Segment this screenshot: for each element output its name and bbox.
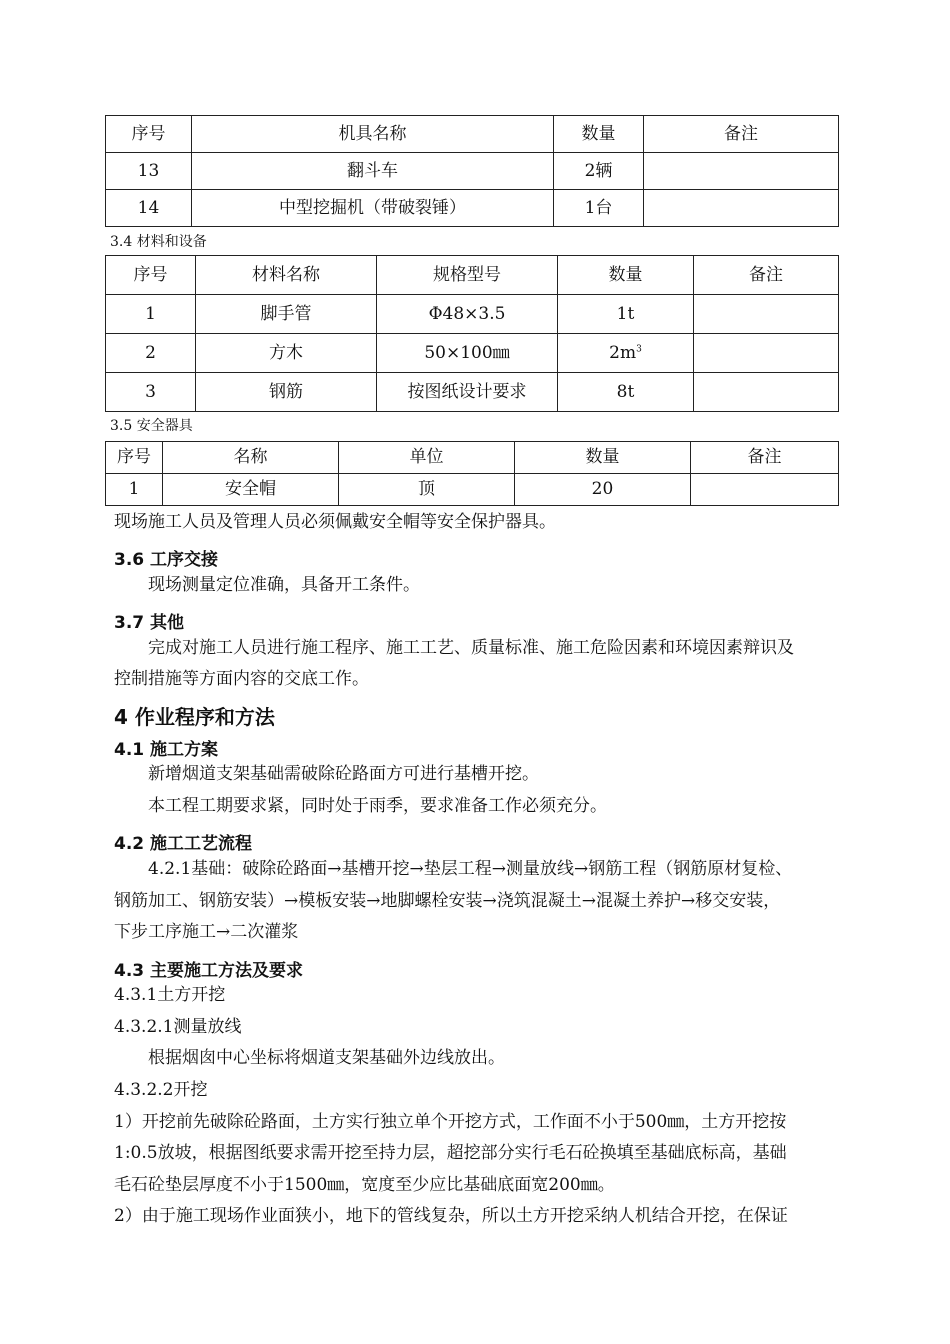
safety-table — [105, 441, 839, 506]
section-3-5-caption: 3.5 安全器具 — [110, 418, 193, 434]
table-cell: 按图纸设计要求 — [377, 373, 558, 412]
header-cell: 序号 — [106, 116, 192, 153]
table-cell: 14 — [106, 190, 192, 227]
header-cell: 名称 — [163, 442, 339, 474]
paragraph-4-2-line1: 4.2.1基础：破除砼路面→基槽开挖→垫层工程→测量放线→钢筋工程（钢筋原材复检、 — [148, 859, 793, 879]
section-3-4-caption: 3.4 材料和设备 — [110, 234, 207, 250]
table-header-row — [106, 442, 839, 474]
table-cell: 1 — [106, 295, 196, 334]
header-cell: 备注 — [644, 116, 839, 153]
table-cell — [558, 334, 694, 373]
table-cell: 顶 — [339, 474, 515, 506]
table-cell: 脚手管 — [196, 295, 377, 334]
table-cell: 方木 — [196, 334, 377, 373]
header-cell: 数量 — [515, 442, 691, 474]
subheading-4-3-2-2: 4.3.2.2开挖 — [114, 1080, 208, 1100]
table-cell: 1t — [558, 295, 694, 334]
table-row — [106, 190, 839, 227]
table-row — [106, 373, 839, 412]
header-cell: 数量 — [554, 116, 644, 153]
paragraph-3-6: 现场测量定位准确，具备开工条件。 — [148, 575, 420, 595]
subheading-4-3-2-1: 4.3.2.1测量放线 — [114, 1017, 242, 1037]
table-header-row — [106, 256, 839, 295]
paragraph-4-3-2-1: 根据烟囱中心坐标将烟道支架基础外边线放出。 — [148, 1048, 505, 1068]
header-cell: 备注 — [691, 442, 839, 474]
table-cell — [694, 334, 839, 373]
header-cell: 数量 — [558, 256, 694, 295]
table-cell: 翻斗车 — [192, 153, 554, 190]
materials-table — [105, 255, 839, 412]
item-1-line1: 1）开挖前先破除砼路面，土方实行独立单个开挖方式，工作面不小于500㎜，土方开挖按 — [114, 1112, 787, 1132]
paragraph-4-2-line2: 钢筋加工、钢筋安装）→模板安装→地脚螺栓安装→浇筑混凝土→混凝土养护→移交安装， — [114, 891, 781, 911]
header-cell: 序号 — [106, 256, 196, 295]
table-cell — [644, 190, 839, 227]
header-cell: 单位 — [339, 442, 515, 474]
item-1-line2: 1:0.5放坡，根据图纸要求需开挖至持力层，超挖部分实行毛石砼换填至基础底标高，基础 — [114, 1143, 787, 1163]
table-cell: 20 — [515, 474, 691, 506]
paragraph-4-1-a: 新增烟道支架基础需破除砼路面方可进行基槽开挖。 — [148, 764, 539, 784]
header-cell: 材料名称 — [196, 256, 377, 295]
table-cell: 2辆 — [554, 153, 644, 190]
table-cell: 钢筋 — [196, 373, 377, 412]
table-row — [106, 334, 839, 373]
paragraph-3-7-line1: 完成对施工人员进行施工程序、施工工艺、质量标准、施工危险因素和环境因素辩识及 — [148, 638, 794, 658]
table-cell: 1台 — [554, 190, 644, 227]
item-2-line1: 2）由于施工现场作业面狭小，地下的管线复杂，所以土方开挖采纳人机结合开挖，在保证 — [114, 1206, 788, 1226]
paragraph-4-1-b: 本工程工期要求紧，同时处于雨季，要求准备工作必须充分。 — [148, 796, 607, 816]
heading-3-7: 3.7 其他 — [114, 613, 185, 633]
header-cell: 备注 — [694, 256, 839, 295]
header-cell: 序号 — [106, 442, 163, 474]
table-cell — [644, 153, 839, 190]
table-cell: Φ48×3.5 — [377, 295, 558, 334]
table-cell: 2 — [106, 334, 196, 373]
header-cell: 机具名称 — [192, 116, 554, 153]
heading-4: 4 作业程序和方法 — [114, 705, 275, 729]
heading-4-1: 4.1 施工方案 — [114, 740, 219, 760]
safety-note: 现场施工人员及管理人员必须佩戴安全帽等安全保护器具。 — [114, 512, 556, 532]
header-cell: 规格型号 — [377, 256, 558, 295]
table-cell: 1 — [106, 474, 163, 506]
superscript: 3 — [636, 343, 642, 354]
heading-3-6: 3.6 工序交接 — [114, 550, 219, 570]
table-cell: 50×100㎜ — [377, 334, 558, 373]
table-cell: 8t — [558, 373, 694, 412]
table-cell — [694, 373, 839, 412]
paragraph-4-2-line3: 下步工序施工→二次灌浆 — [114, 922, 299, 942]
table-cell — [691, 474, 839, 506]
table-cell — [694, 295, 839, 334]
table-cell: 13 — [106, 153, 192, 190]
heading-4-2: 4.2 施工工艺流程 — [114, 834, 253, 854]
table-row — [106, 295, 839, 334]
table-cell: 安全帽 — [163, 474, 339, 506]
table-header-row — [106, 116, 839, 153]
paragraph-3-7-line2: 控制措施等方面内容的交底工作。 — [114, 669, 369, 689]
subheading-4-3-1: 4.3.1土方开挖 — [114, 985, 226, 1005]
table-row — [106, 153, 839, 190]
machinery-table — [105, 115, 839, 227]
heading-4-3: 4.3 主要施工方法及要求 — [114, 961, 304, 981]
table-cell: 3 — [106, 373, 196, 412]
table-row — [106, 474, 839, 506]
cell-value: 2m — [609, 342, 637, 363]
item-1-line3: 毛石砼垫层厚度不小于1500㎜，宽度至少应比基础底面宽200㎜。 — [114, 1175, 615, 1195]
table-cell: 中型挖掘机（带破裂锤） — [192, 190, 554, 227]
